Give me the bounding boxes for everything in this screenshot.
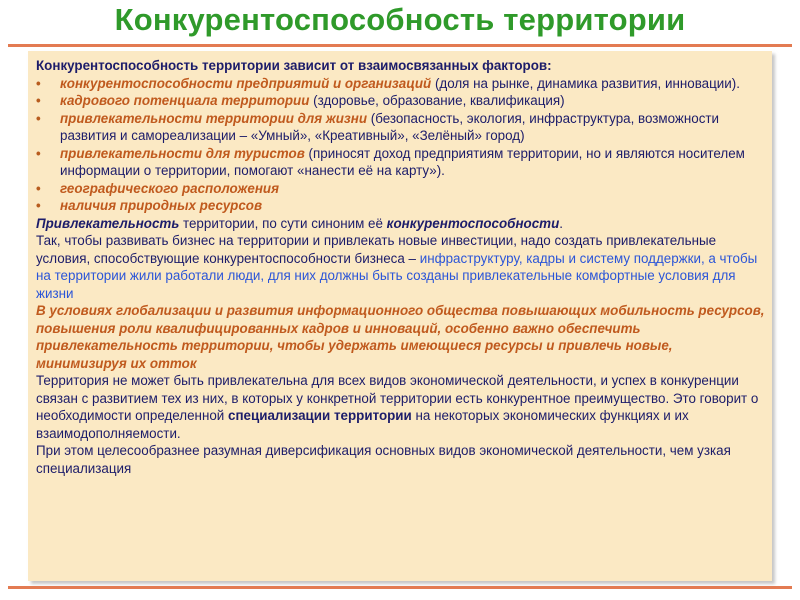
factor-item <box>36 75 766 93</box>
factor-bold: кадрового потенциала территории <box>60 93 310 108</box>
synonym-term: Привлекательность <box>36 215 180 231</box>
business-paragraph <box>36 232 766 302</box>
factors-list <box>36 75 766 215</box>
factor-bold: наличия природных ресурсов <box>60 198 263 213</box>
top-divider <box>8 44 792 47</box>
synonym-text: территории, по сути синоним её <box>179 215 387 231</box>
factor-item <box>36 145 766 180</box>
factor-rest: (доля на рынке, динамика развития, инновации). <box>431 75 740 91</box>
factor-rest: (приносят доход предприятиям территории, но и являются носителем информации о территории, помогают «нанести её на карту»). <box>60 145 745 178</box>
specialization-term: специализации территории <box>228 408 412 423</box>
factor-bold: привлекательности территории для жизни <box>60 110 368 126</box>
factor-bold: конкурентоспособности предприятий и организаций <box>60 75 432 91</box>
diversification-paragraph: При этом целесообразнее разумная диверсификация основных видов экономической деятельности, чем узкая специализация <box>36 443 731 476</box>
synonym-term-2: конкурентоспособности <box>386 215 560 231</box>
factor-bold: географического расположения <box>60 180 279 196</box>
specialization-end: на некоторых экономических функциях и их взаимодополняемости. <box>36 408 689 441</box>
factor-item <box>36 197 766 215</box>
factor-rest: (здоровье, образование, квалификация) <box>309 93 565 108</box>
specialization-text: Территория не может быть привлекательна для всех видов экономической деятельности, и успех в конкуренции связан с развитием тех из них, в которых у конкретной территории есть конкурентное преимущество. Это говорит о необходимости определенной <box>36 373 759 423</box>
factor-item <box>36 110 766 145</box>
bottom-divider <box>8 586 792 589</box>
factor-item <box>36 92 766 110</box>
business-highlight: инфраструктуру, кадры и систему поддержки, а чтобы на территории жили работали люди, для них должны быть созданы привлекательные комфортные условия для жизни <box>36 250 758 301</box>
business-text: Так, чтобы развивать бизнес на территории и привлекать новые инвестиции, надо создать привлекательные условия, способствующие конкурентоспособности бизнеса – <box>36 233 717 266</box>
specialization-paragraph <box>36 372 766 442</box>
slide-title: Конкурентоспособность территории <box>114 2 686 37</box>
synonym-paragraph <box>36 215 766 233</box>
globalization-paragraph: В условиях глобализации и развития информационного общества повышающих мобильность ресурсов, повышения роли квалифицированных кадров и инноваций, особенно важно обеспечить привлекательность территории, чтобы удержать имеющиеся ресурсы и привлечь новые, минимизируя их отток <box>36 303 765 371</box>
factor-rest: (безопасность, экология, инфраструктура, возможности развития и самореализации – «Умный», «Креативный», «Зелёный» город) <box>60 110 720 143</box>
factor-item <box>36 180 766 198</box>
factor-bold: привлекательности для туристов <box>60 145 305 161</box>
intro-text: Конкурентоспособность территории зависит от взаимосвязанных факторов: <box>36 58 552 73</box>
synonym-end: . <box>559 215 564 231</box>
content-text <box>36 57 766 477</box>
